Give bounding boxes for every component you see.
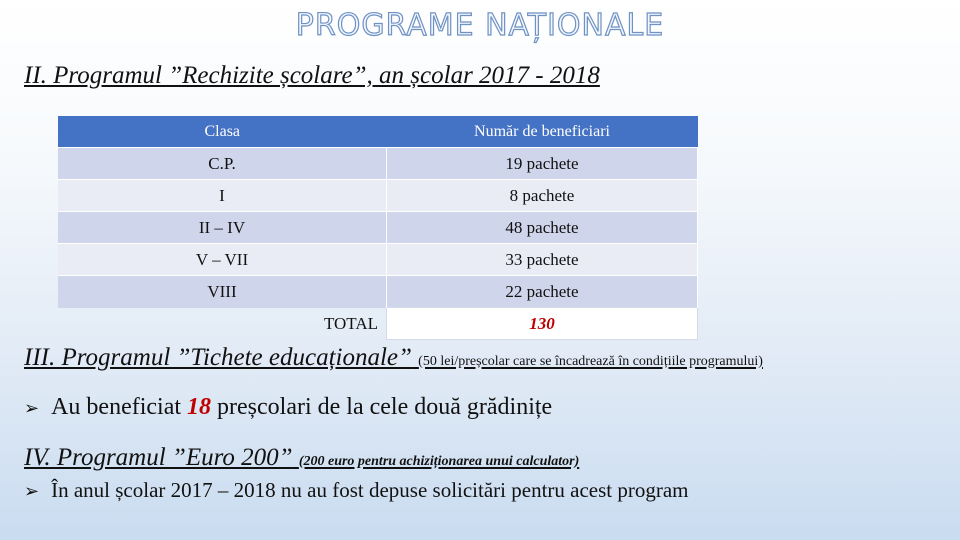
table-row [58,276,698,308]
arrow-bullet-icon: ➢ [24,481,40,502]
table-row [58,212,698,244]
cell-clasa: VIII [58,276,387,308]
section-3-heading-line [24,344,763,372]
total-label: TOTAL [323,313,378,333]
cell-clasa: C.P. [58,148,387,180]
bullet-text-post: preșcolari de la cele două grădinițe [217,394,553,420]
section-3-heading: III. Programul ”Tichete educaționale” [24,344,412,371]
section-4-bullet [24,478,689,503]
section-4-heading-line [24,444,579,472]
cell-beneficiari: 22 pachete [387,276,698,308]
header-clasa: Clasa [58,116,387,148]
cell-beneficiari: 33 pachete [387,244,698,276]
cell-clasa: V – VII [58,244,387,276]
section-3-bullet [24,394,552,421]
table-row [58,180,698,212]
bullet-text-pre: Au beneficiat [51,394,182,420]
page-title: PROGRAME NAȚIONALE [295,8,665,43]
section-3-note: (50 lei/preșcolar care se încadrează în condițiile programului) [418,354,763,369]
bullet-number: 18 [187,394,212,420]
table-row [58,148,698,180]
section-2-heading: II. Programul ”Rechizite școlare”, an școlar 2017 - 2018 [24,62,600,89]
beneficiaries-table [58,116,698,340]
table-header-row [58,116,698,148]
cell-clasa: II – IV [58,212,387,244]
header-beneficiari: Număr de beneficiari [387,116,698,148]
cell-beneficiari: 48 pachete [387,212,698,244]
table-total-row [58,308,698,340]
total-value: 130 [387,308,698,340]
bullet-text: În anul școlar 2017 – 2018 nu au fost depuse solicitări pentru acest program [51,478,689,502]
table-row [58,244,698,276]
cell-beneficiari: 19 pachete [387,148,698,180]
section-4-note: (200 euro pentru achiziționarea unui calculator) [298,454,580,469]
cell-beneficiari: 8 pachete [387,180,698,212]
cell-clasa: I [58,180,387,212]
section-4-heading: IV. Programul ”Euro 200” [24,444,293,471]
arrow-bullet-icon: ➢ [24,398,40,419]
